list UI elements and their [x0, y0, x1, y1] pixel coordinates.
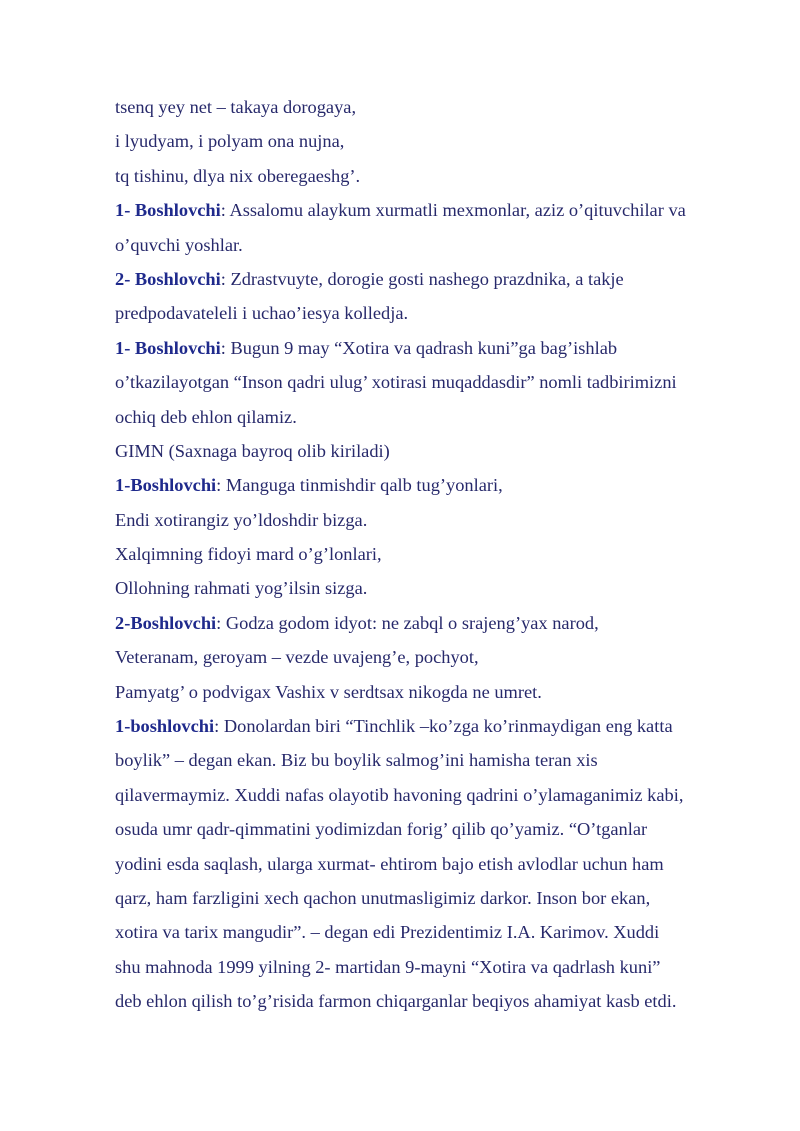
text-line [115, 950, 755, 984]
line-text: Pamyatg’ o podvigax Vashix v serdtsax nikogda ne umret. [115, 681, 542, 702]
text-line [115, 90, 755, 124]
text-line [115, 400, 755, 434]
speaker-label: 1-Boshlovchi [115, 475, 217, 496]
line-text: qarz, ham farzligini xech qachon unutmasligimiz darkor. Inson bor ekan, [115, 887, 651, 908]
text-line [115, 881, 755, 915]
text-line [115, 228, 755, 262]
text-line [115, 537, 755, 571]
line-text: predpodavateleli i uchao’iesya kolledja. [115, 303, 409, 324]
text-line [115, 915, 755, 949]
line-text: : Assalomu alaykum xurmatli mexmonlar, aziz o’qituvchilar va [220, 200, 686, 221]
speaker-label: 1-boshlovchi [115, 716, 215, 737]
line-text: GIMN (Saxnaga bayroq olib kiriladi) [115, 440, 390, 461]
text-line [115, 571, 755, 605]
line-text: boylik” – degan ekan. Biz bu boylik salmog’ini hamisha teran xis [115, 750, 598, 771]
line-text: : Donolardan biri “Tinchlik –ko’zga ko’rinmaydigan eng katta [214, 716, 673, 737]
text-line [115, 778, 755, 812]
text-line [115, 468, 755, 502]
line-text: tq tishinu, dlya nix oberegaeshg’. [115, 165, 361, 186]
text-line [115, 296, 755, 330]
text-line [115, 984, 755, 1018]
line-text: yodini esda saqlash, ularga xurmat- ehtirom bajo etish avlodlar uchun ham [115, 853, 664, 874]
text-line [115, 812, 755, 846]
line-text: tsenq yey net – takaya dorogaya, [115, 97, 357, 117]
line-text: deb ehlon qilish to’g’risida farmon chiqarganlar beqiyos ahamiyat kasb etdi. [115, 991, 677, 1012]
speaker-label: 2-Boshlovchi [115, 612, 217, 633]
line-text: : Zdrastvuyte, dorogie gosti nashego prazdnika, a takje [220, 268, 624, 289]
line-text: Ollohning rahmati yog’ilsin sizga. [115, 578, 368, 599]
text-line [115, 434, 755, 468]
text-line [115, 331, 755, 365]
line-text: xotira va tarix mangudir”. – degan edi Prezidentimiz I.A. Karimov. Xuddi [115, 922, 660, 943]
speaker-label: 1- Boshlovchi [115, 337, 221, 358]
line-text: osuda umr qadr-qimmatini yodimizdan forig’ qilib qo’yamiz. “O’tganlar [115, 819, 648, 840]
text-line [115, 606, 755, 640]
line-text: o’quvchi yoshlar. [115, 234, 243, 255]
line-text: : Bugun 9 may “Xotira va qadrash kuni”ga bag’ishlab [220, 337, 618, 358]
text-line [115, 640, 755, 674]
text-line [115, 193, 755, 227]
line-text: : Godza godom idyot: ne zabql o srajeng’yax narod, [216, 612, 599, 633]
speaker-label: 2- Boshlovchi [115, 268, 221, 289]
speaker-label: 1- Boshlovchi [115, 200, 221, 221]
line-text: o’tkazilayotgan “Inson qadri ulug’ xotirasi muqaddasdir” nomli tadbirimizni [115, 372, 677, 393]
line-text: shu mahnoda 1999 yilning 2- martidan 9-mayni “Xotira va qadrlash kuni” [115, 956, 661, 977]
text-line [115, 262, 755, 296]
line-text: Endi xotirangiz yo’ldoshdir bizga. [115, 509, 368, 530]
line-text: ochiq deb ehlon qilamiz. [115, 406, 297, 427]
line-text: Veteranam, geroyam – vezde uvajeng’e, pochyot, [115, 647, 479, 668]
text-line [115, 709, 755, 743]
text-line [115, 124, 755, 158]
document-page [115, 90, 755, 1019]
text-line [115, 159, 755, 193]
text-line [115, 743, 755, 777]
text-line [115, 365, 755, 399]
text-line [115, 503, 755, 537]
line-text: Xalqimning fidoyi mard o’g’lonlari, [115, 544, 382, 565]
line-text: qilavermaymiz. Xuddi nafas olayotib havoning qadrini o’ylamaganimiz kabi, [115, 784, 684, 805]
line-text: : Manguga tinmishdir qalb tug’yonlari, [216, 475, 503, 496]
line-text: i lyudyam, i polyam ona nujna, [115, 131, 345, 152]
text-line [115, 847, 755, 881]
text-line [115, 675, 755, 709]
